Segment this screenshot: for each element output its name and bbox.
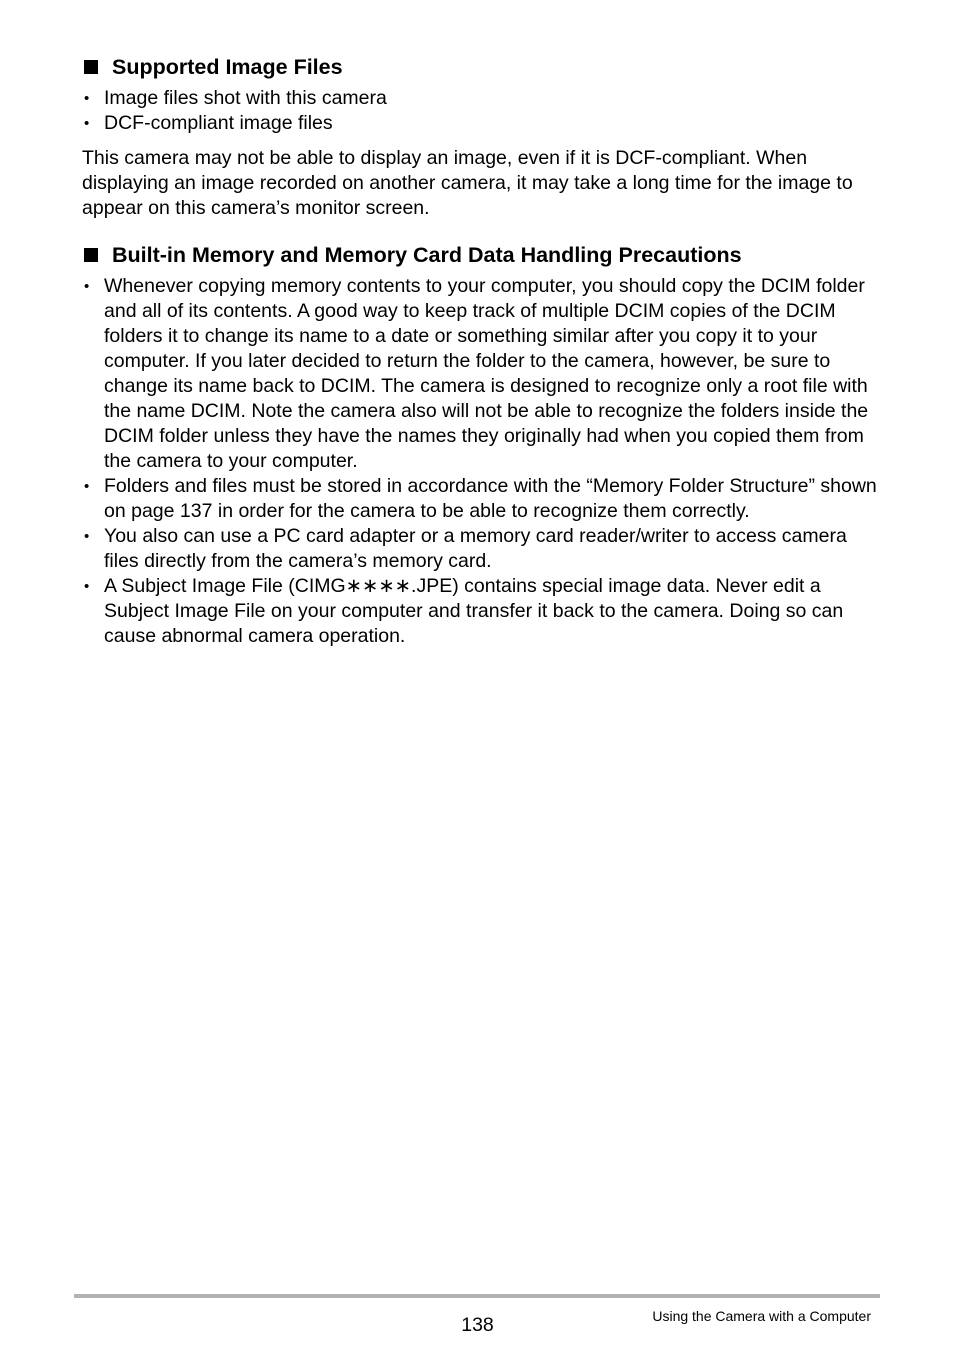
section-heading-data-handling bbox=[84, 242, 742, 268]
precautions-list bbox=[84, 274, 884, 649]
list-item: • A Subject Image File (CIMG∗∗∗∗.JPE) contains special image data. Never edit a Subject Image File on your computer and transfer it back to the camera. Doing so can cause abnormal camera operation. bbox=[84, 574, 884, 649]
list-item: • You also can use a PC card adapter or a memory card reader/writer to access camera files directly from the camera’s memory card. bbox=[84, 524, 884, 574]
square-bullet-icon bbox=[84, 60, 98, 74]
supported-files-list bbox=[84, 86, 884, 136]
section-heading-supported-image-files bbox=[84, 54, 343, 80]
square-bullet-icon bbox=[84, 248, 98, 262]
footer-section-title: Using the Camera with a Computer bbox=[652, 1308, 871, 1324]
list-item: • Whenever copying memory contents to your computer, you should copy the DCIM folder and all of its contents. A good way to keep track of multiple DCIM copies of the DCIM folders it to change its name to a date or something similar after you copy it to your computer. If you later decided to return the folder to the camera, however, be sure to change its name back to DCIM. The camera is designed to recognize only a root file with the name DCIM. Note the camera also will not be able to recognize the folders inside the DCIM folder unless they have the names they originally had when you copied them from the camera to your computer. bbox=[84, 274, 884, 474]
heading-text: Built-in Memory and Memory Card Data Handling Precautions bbox=[112, 243, 742, 267]
compatibility-paragraph: This camera may not be able to display an image, even if it is DCF-compliant. When displaying an image recorded on another camera, it may take a long time for the image to appear on this camera’s monitor screen. bbox=[82, 147, 853, 219]
list-item: • Image files shot with this camera bbox=[84, 86, 884, 111]
list-item: • Folders and files must be stored in accordance with the “Memory Folder Structure” shown on page 137 in order for the camera to be able to recognize them correctly. bbox=[84, 474, 884, 524]
heading-text: Supported Image Files bbox=[112, 55, 343, 79]
footer-divider bbox=[74, 1294, 880, 1298]
list-item: • DCF-compliant image files bbox=[84, 111, 884, 136]
page-number: 138 bbox=[461, 1314, 494, 1336]
